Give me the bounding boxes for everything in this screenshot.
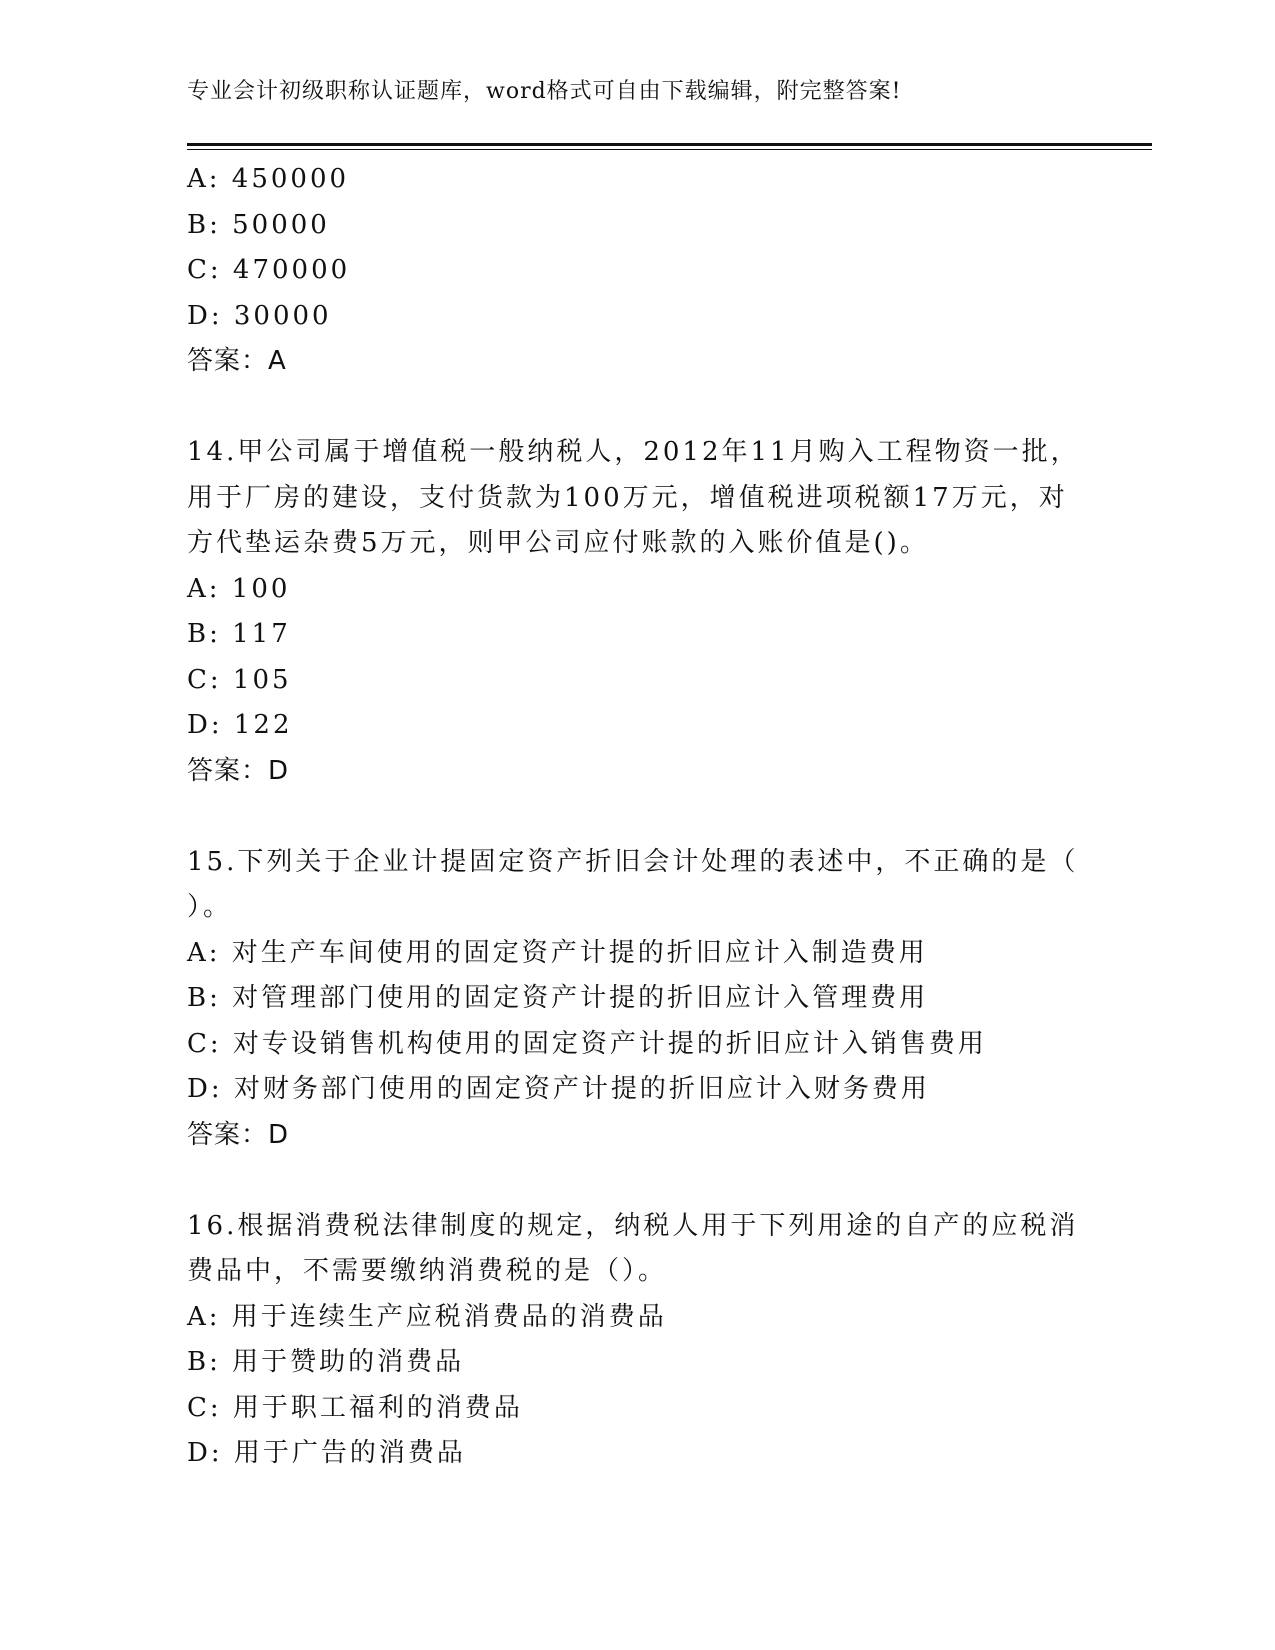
question-16 (187, 1204, 1087, 1477)
option-b: B: 117 (187, 619, 291, 649)
question-stem: 费品中，不需要缴纳消费税的是（）。 (187, 1256, 668, 1286)
answer: 答案：A (187, 346, 287, 376)
question-14 (187, 430, 1087, 794)
spacer (187, 1158, 1087, 1204)
answer: 答案：D (187, 755, 290, 786)
option-a: A: 450000 (187, 164, 350, 194)
spacer (187, 385, 1087, 431)
option-c: C: 用于职工福利的消费品 (187, 1392, 523, 1423)
question-15 (187, 840, 1087, 1159)
option-b: B: 对管理部门使用的固定资产计提的折旧应计入管理费用 (187, 983, 929, 1013)
option-a: A: 对生产车间使用的固定资产计提的折旧应计入制造费用 (187, 937, 928, 968)
header-rule-thick (187, 143, 1152, 146)
option-c: C: 105 (187, 664, 292, 695)
question-13-continued (187, 157, 1087, 385)
option-d: D: 用于广告的消费品 (187, 1438, 466, 1468)
page-header: 专业会计初级职称认证题库，word格式可自由下载编辑，附完整答案! (187, 79, 902, 104)
option-d: D: 对财务部门使用的固定资产计提的折旧应计入财务费用 (187, 1074, 930, 1104)
option-d: D: 122 (187, 710, 293, 740)
question-stem: 14.甲公司属于增值税一般纳税人，2012年11月购入工程物资一批， (187, 437, 1080, 467)
question-stem: 用于厂房的建设，支付货款为100万元，增值税进项税额17万元，对 (187, 482, 1068, 513)
option-c: C: 对专设销售机构使用的固定资产计提的折旧应计入销售费用 (187, 1028, 987, 1059)
question-stem: 15.下列关于企业计提固定资产折旧会计处理的表述中，不正确的是（ (187, 846, 1079, 877)
question-content (187, 157, 1087, 1477)
question-stem: 16.根据消费税法律制度的规定，纳税人用于下列用途的自产的应税消 (187, 1210, 1079, 1241)
header-rule-thin (187, 149, 1152, 150)
question-stem: ）。 (187, 892, 233, 922)
option-a: A: 用于连续生产应税消费品的消费品 (187, 1301, 667, 1332)
option-c: C: 470000 (187, 255, 351, 285)
option-b: B: 50000 (187, 209, 330, 240)
spacer (187, 794, 1087, 840)
answer: 答案：D (187, 1119, 290, 1150)
option-b: B: 用于赞助的消费品 (187, 1347, 465, 1377)
option-a: A: 100 (187, 573, 291, 604)
option-d: D: 30000 (187, 300, 332, 331)
question-stem: 方代垫运杂费5万元，则甲公司应付账款的入账价值是()。 (187, 528, 929, 558)
